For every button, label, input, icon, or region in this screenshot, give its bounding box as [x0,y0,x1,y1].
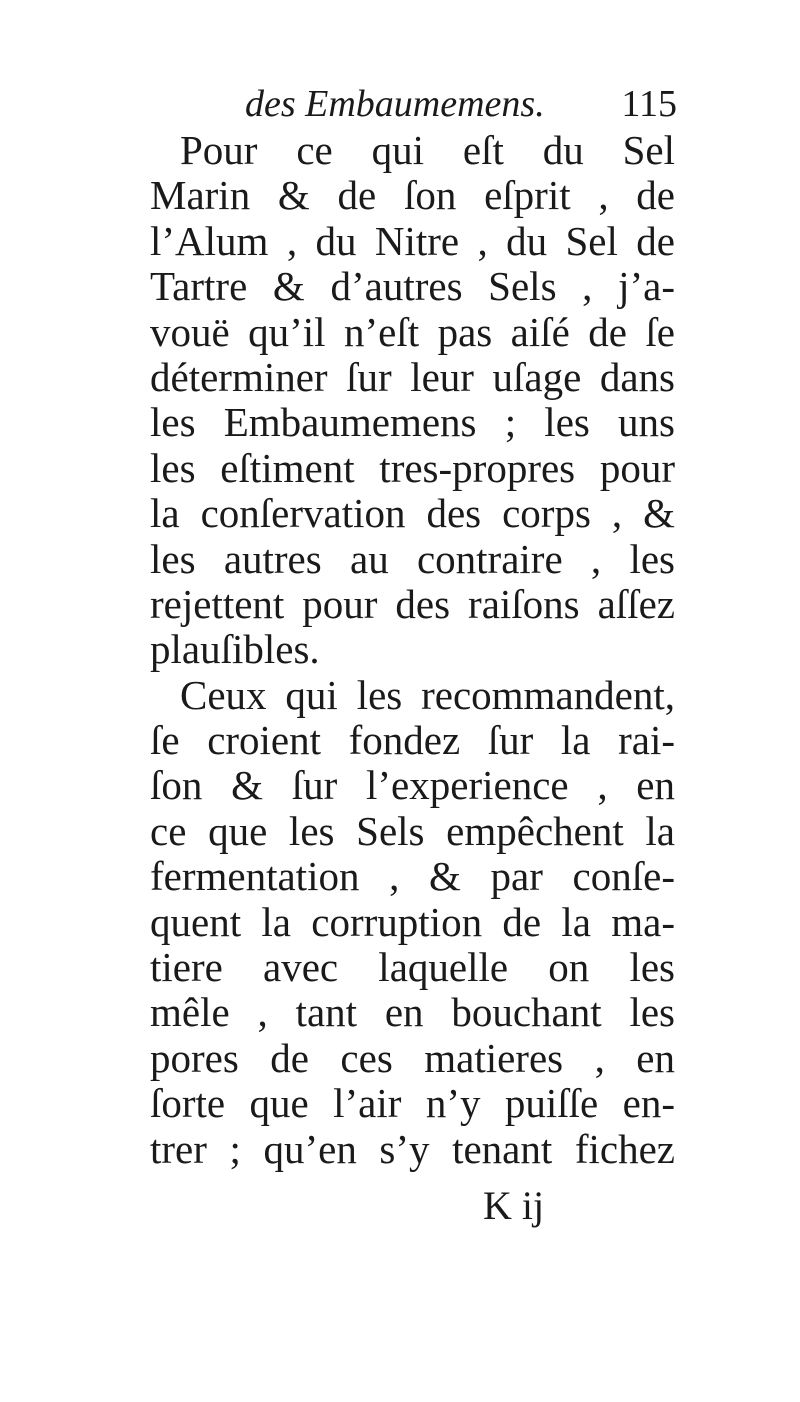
text-line: fermentation , & par conſe- [150,853,675,900]
text-line: trer ; qu’en s’y tenant fichez [150,1125,675,1172]
paragraph-2 [150,673,675,1172]
text-line: ce que les Sels empêchent la [150,807,675,854]
text-line: Ceux qui les recommandent, [180,671,675,718]
text-line: les Embaumemens ; les uns [150,399,675,446]
text-line: rejettent pour des raiſons aſſez [150,580,675,627]
text-line: quent la corruption de la ma- [150,898,675,945]
text-line: Pour ce qui eſt du Sel [180,127,675,173]
text-line: les autres au contraire , les [150,535,675,582]
text-line: tiere avec laquelle on les [150,944,675,991]
text-line: ſorte que l’air n’y puiſſe en- [150,1080,675,1127]
page-number: 115 [621,83,677,125]
text-line: ſe croient fondez ſur la rai- [150,717,675,764]
running-title: des Embaumemens. [245,83,545,125]
text-line: déterminer ſur leur uſage dans [150,353,675,400]
running-head [150,78,685,130]
signature-mark: K ij [483,1183,545,1228]
text-line: pores de ces matieres , en [150,1034,675,1081]
text-line: mêle , tant en bouchant les [150,989,675,1036]
text-line: les eſtiment tres-propres pour [150,444,675,491]
text-line: Marin & de ſon eſprit , de [150,172,675,219]
text-line: Tartre & d’autres Sels , j’a- [150,263,675,310]
text-line: ſon & ſur l’experience , en [150,762,675,809]
body-text [150,128,675,1172]
text-line: plauſibles. [150,626,320,673]
text-line: la conſervation des corps , & [150,490,675,537]
text-line: vouë qu’il n’eſt pas aiſé de ſe [150,308,675,355]
text-line: l’Alum , du Nitre , du Sel de [150,217,675,264]
paragraph-1 [150,128,675,673]
